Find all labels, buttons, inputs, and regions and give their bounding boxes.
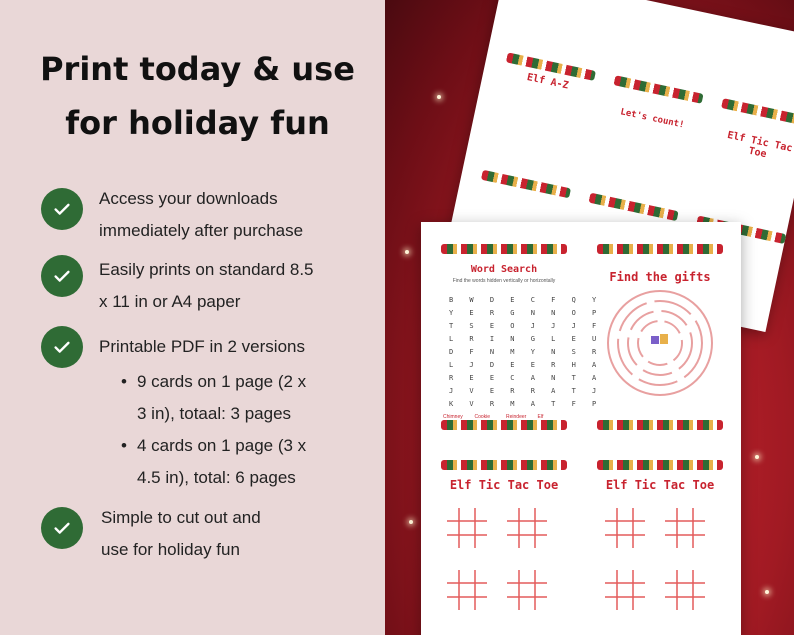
maze-graphic: [605, 288, 715, 398]
sparkle: [409, 520, 413, 524]
sparkle: [405, 250, 409, 254]
sub-bullet-9-cards: • 9 cards on 1 page (2 x 3 in), totaal: 3 pages: [121, 372, 307, 423]
sparkle: [437, 95, 441, 99]
word-search-title: Word Search: [470, 264, 538, 275]
back-ttt-title: Elf Tic Tac Toe: [726, 129, 794, 161]
check-icon: [41, 326, 83, 368]
headline: [20, 42, 375, 150]
word-list: Chimney Cookie Reindeer Elf: [443, 414, 544, 420]
check-icon: [41, 188, 83, 230]
find-gifts-title: Find the gifts: [609, 270, 711, 284]
tic-tac-toe-grids: [441, 504, 731, 634]
feature-paper: Easily prints on standard 8.5 x 11 in or A4 paper: [99, 260, 314, 311]
sparkle: [765, 590, 769, 594]
sparkle: [755, 455, 759, 459]
ttt-title-right: Elf Tic Tac Toe: [605, 478, 715, 492]
check-icon: [41, 255, 83, 297]
ttt-title-left: Elf Tic Tac Toe: [449, 478, 559, 492]
feature-cut-out: Simple to cut out and use for holiday fun: [101, 508, 261, 559]
headline-line-2: for holiday fun: [65, 104, 330, 142]
product-preview-background: [385, 0, 794, 635]
check-icon: [41, 507, 83, 549]
lets-count-title: Let's count!: [619, 107, 686, 131]
word-search-grid: B W D E C F Q Y Y E R G N N O P T S E O J J J F L R I N G L E U D F N M Y N S R L J D E E R H A R E E C A N T A J V E R R A T J K V R M A T F P: [449, 296, 603, 408]
left-panel: [0, 0, 385, 635]
front-sheet: [421, 222, 741, 635]
sub-bullet-4-cards: • 4 cards on 1 page (3 x 4.5 in), total: 6 pages: [121, 436, 307, 487]
feature-pdf: Printable PDF in 2 versions: [99, 337, 305, 356]
elf-az-title: Elf A-Z: [525, 72, 570, 92]
word-search-instructions: Find the words hidden vertically or horizontally: [452, 278, 556, 284]
headline-line-1: Print today & use: [40, 50, 355, 88]
feature-downloads: Access your downloads immediately after purchase: [99, 189, 304, 240]
